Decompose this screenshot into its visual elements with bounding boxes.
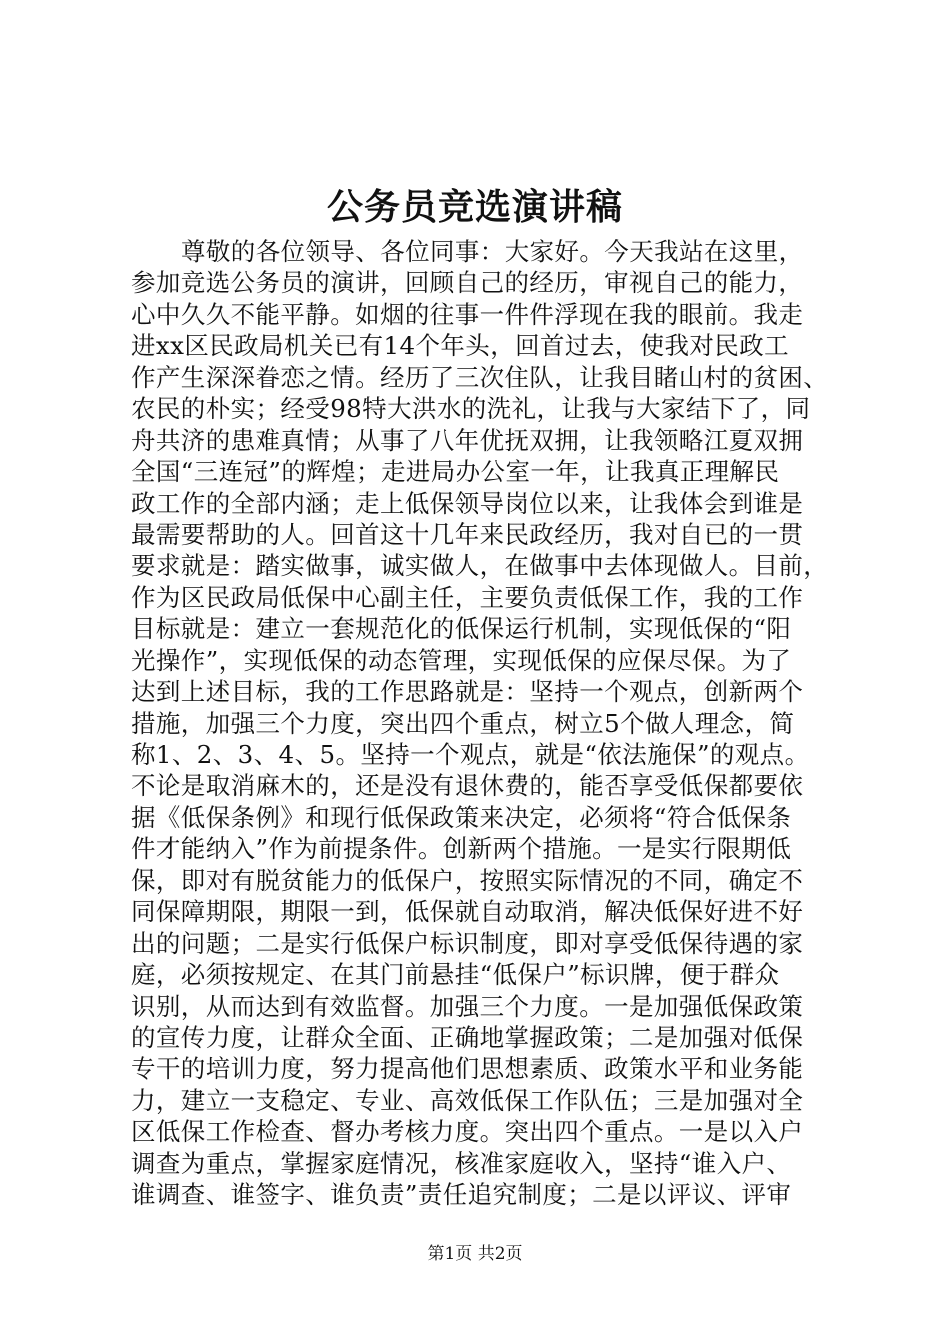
body-line: 要求就是：踏实做事，诚实做人，在做事中去体现做人。目前， <box>131 551 829 581</box>
page-footer: 第1页 共2页 <box>427 1244 523 1264</box>
body-line: 的宣传力度，让群众全面、正确地掌握政策；二是加强对低保 <box>131 1022 804 1052</box>
body-line: 力，建立一支稳定、专业、高效低保工作队伍；三是加强对全 <box>131 1085 804 1115</box>
body-line: 最需要帮助的人。回首这十几年来民政经历，我对自已的一贯 <box>131 519 804 549</box>
document-title: 公务员竞选演讲稿 <box>326 186 623 228</box>
body-line: 政工作的全部内涵；走上低保领导岗位以来，让我体会到谁是 <box>131 488 804 518</box>
body-line: 称1、2、3、4、5。坚持一个观点，就是“依法施保”的观点。 <box>131 740 810 769</box>
body-line: 措施，加强三个力度，突出四个重点，树立5个做人理念，简 <box>131 708 795 738</box>
body-line: 农民的朴实；经受98特大洪水的洗礼，让我与大家结下了，同 <box>131 394 811 424</box>
body-line: 调查为重点，掌握家庭情况，核准家庭收入，坚持“谁入户、 <box>131 1148 792 1178</box>
body-line: 舟共济的患难真情；从事了八年优抚双拥，让我领略江夏双拥 <box>131 425 804 455</box>
body-line: 目标就是：建立一套规范化的低保运行机制，实现低保的“阳 <box>131 614 792 644</box>
body-line: 件才能纳入”作为前提条件。创新两个措施。一是实行限期低 <box>131 834 792 864</box>
body-line: 识别，从而达到有效监督。加强三个力度。一是加强低保政策 <box>131 991 804 1021</box>
body-line: 区低保工作检查、督办考核力度。突出四个重点。一是以入户 <box>131 1117 804 1147</box>
body-line: 出的问题；二是实行低保户标识制度，即对享受低保待遇的家 <box>131 928 804 958</box>
body-line: 心中久久不能平静。如烟的往事一件件浮现在我的眼前。我走 <box>131 299 804 329</box>
body-line: 谁调查、谁签字、谁负责”责任追究制度；二是以评议、评审 <box>131 1180 792 1210</box>
body-line: 同保障期限，期限一到，低保就自动取消，解决低保好进不好 <box>131 897 804 927</box>
body-line: 庭，必须按规定、在其门前悬挂“低保户”标识牌，便于群众 <box>131 960 780 990</box>
body-line: 作产生深深眷恋之情。经历了三次住队，让我目睹山村的贫困、 <box>131 362 829 392</box>
body-line: 专干的培训力度，努力提高他们思想素质、政策水平和业务能 <box>131 1054 804 1084</box>
body-line: 不论是取消麻木的，还是没有退休费的，能否享受低保都要依 <box>131 771 804 801</box>
body-line: 据《低保条例》和现行低保政策来决定，必须将“符合低保条 <box>131 802 792 832</box>
body-line: 参加竞选公务员的演讲，回顾自己的经历，审视自己的能力， <box>131 268 804 298</box>
body-line: 进xx区民政局机关已有14个年头，回首过去，使我对民政工 <box>131 331 790 361</box>
body-line: 光操作”，实现低保的动态管理，实现低保的应保尽保。为了 <box>131 645 792 675</box>
body-line: 尊敬的各位领导、各位同事：大家好。今天我站在这里， <box>181 237 804 266</box>
body-line: 作为区民政局低保中心副主任，主要负责低保工作，我的工作 <box>131 582 804 612</box>
body-line: 全国“三连冠”的辉煌；走进局办公室一年，让我真正理解民 <box>131 457 780 487</box>
body-line: 保，即对有脱贫能力的低保户，按照实际情况的不同，确定不 <box>131 865 804 895</box>
document-body <box>131 236 829 1211</box>
body-line: 达到上述目标，我的工作思路就是：坚持一个观点，创新两个 <box>131 677 804 707</box>
